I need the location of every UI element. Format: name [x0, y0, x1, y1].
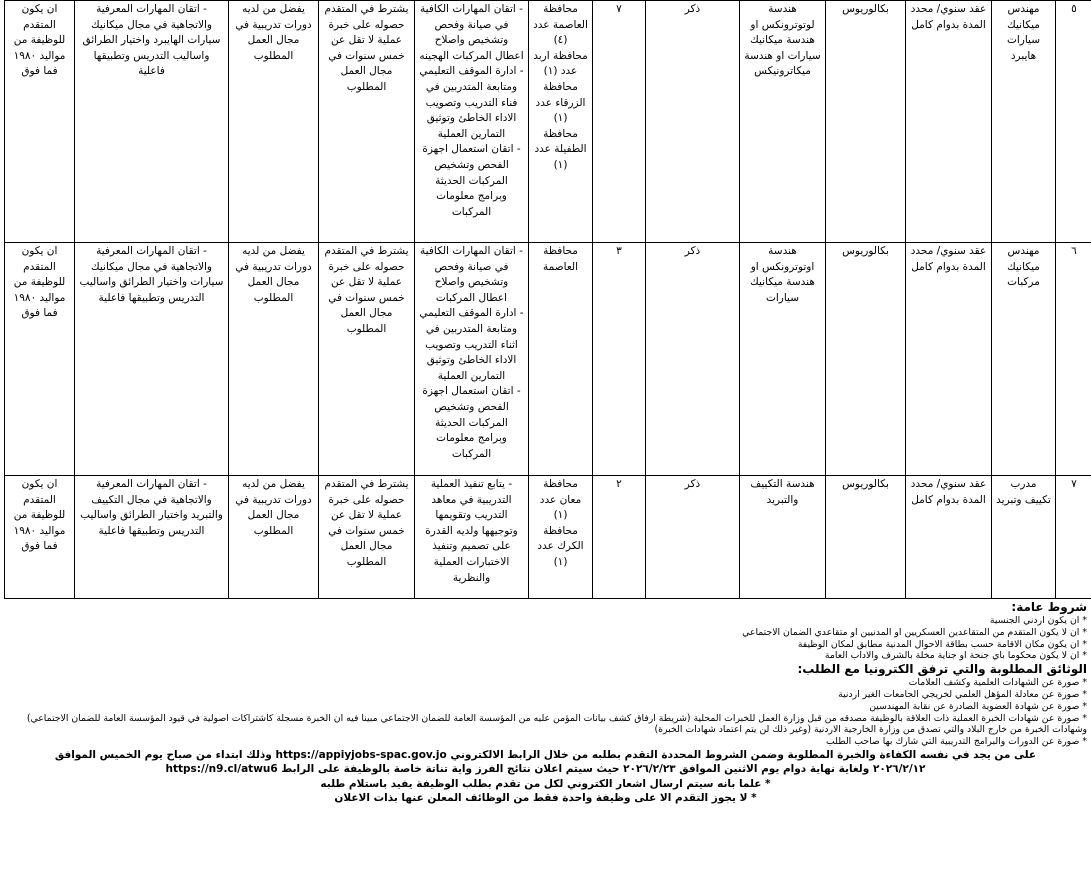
condition-item: * ان يكون مكان الاقامة حسب بطاقة الاحوال المدنية مطابق لمكان الوظيفة	[797, 638, 1087, 650]
row-number: ٥	[1056, 1, 1091, 243]
gender: ذكر	[646, 1, 740, 243]
job-title: مدرب تكييف وتبريد	[992, 476, 1056, 599]
document-item: * صورة عن الدورات والبرامج التدريبية التي شارك بها صاحب الطلب	[826, 736, 1087, 748]
document-item: * صورة عن شهادات الخبرة العملية ذات العلاقة بالوظيفة مصدقه من قبل وزارة العمل للخبرات المحلية (شريطة ارفاق كشف بيانات المؤمن عليه من المؤسسة العامة للضمان الاجتماعي مبينا فيه ان الخبرة مسجلة كاشتراكات اصولية في قيود المؤسسة العامة للضمان الاجتماعي) وشهادات الخبرة من خارج البلاد والتي تصدق من وزارة الخارجية الاردنية (وغير ذلك لن يتم اعتماد شهادات الخبرة)	[26, 712, 1087, 736]
closing-note: * علما بانه سيتم ارسال اشعار الكتروني لكل من تقدم بطلب الوظيفة يفيد باستلام طلبه	[320, 777, 771, 790]
table-row	[5, 1, 1091, 243]
condition-item: * ان لا يكون المتقدم من المتقاعدين العسكريين او المدنيين او متقاعدي الضمان الاجتماعي	[742, 626, 1087, 638]
skills: - اتقان المهارات المعرفية والاتجاهية في مجال ميكانيك سيارات واختيار الطرائق واساليب التدريس وتطبيقها فاعلية	[75, 243, 229, 476]
degree: بكالوريوس	[826, 243, 906, 476]
contract-type: عقد سنوي/ محدد المدة بدوام كامل	[906, 476, 992, 599]
degree: بكالوريوس	[826, 1, 906, 243]
experience-requirement: يشترط في المتقدم حصوله على خبرة عملية لا تقل عن خمس سنوات في مجال العمل المطلوب	[319, 1, 415, 243]
row-number: ٦	[1056, 243, 1091, 476]
general-conditions-heading: شروط عامة:	[1011, 600, 1087, 614]
job-title: مهندس ميكانيك سيارات هايبرد	[992, 1, 1056, 243]
training-courses: يفضل من لديه دورات تدريبية في مجال العمل المطلوب	[229, 243, 319, 476]
document-item: * صورة عن معادلة المؤهل العلمي لخريجي الجامعات الغير اردنية	[838, 688, 1087, 700]
job-title: مهندس ميكانيك مركبات	[992, 243, 1056, 476]
skills: - اتقان المهارات المعرفية والاتجاهية في مجال ميكانيك سيارات الهايبرد واختيار الطرائق واساليب التدريس وتطبيقها فاعلية	[75, 1, 229, 243]
vacancy-count: ٢	[593, 476, 646, 599]
age-requirement: ان يكون المتقدم للوظيفة من مواليد ١٩٨٠ فما فوق	[5, 476, 75, 599]
age-requirement: ان يكون المتقدم للوظيفة من مواليد ١٩٨٠ فما فوق	[5, 1, 75, 243]
vacancy-count: ٧	[593, 1, 646, 243]
document-item: * صورة عن الشهادات العلمية وكشف العلامات	[908, 677, 1087, 689]
specialization: هندسة لوتوترونكس او هندسة ميكانيك سيارات او هندسة ميكاترونيكس	[740, 1, 826, 243]
gender: ذكر	[646, 476, 740, 599]
row-number: ٧	[1056, 476, 1091, 599]
closing-line: ٢٠٢٦/٢/١٢ ولغاية نهاية دوام يوم الاثنين الموافق ٢٠٢٦/٢/٢٣ حيث سيتم اعلان نتائج الفرز واية تناتة خاصة بالوظيفة على الرابط https://n9.cl/atwu6	[165, 763, 926, 776]
gender: ذكر	[646, 243, 740, 476]
contract-type: عقد سنوي/ محدد المدة بدوام كامل	[906, 243, 992, 476]
age-requirement: ان يكون المتقدم للوظيفة من مواليد ١٩٨٠ فما فوق	[5, 243, 75, 476]
documents-heading: الوثائق المطلوبة والتي ترفق الكترونيا مع الطلب:	[797, 662, 1087, 677]
table-row	[5, 476, 1091, 599]
closing-note: * لا يجوز التقدم الا على وظيفة واحدة فقط من الوظائف المعلن عنها بذات الاعلان	[334, 792, 757, 805]
specialization: هندسة التكييف والتبريد	[740, 476, 826, 599]
contract-type: عقد سنوي/ محدد المدة بدوام كامل	[906, 1, 992, 243]
location: محافظة العاصمة عدد (٤) محافظة اربد عدد (١) محافظة الزرقاء عدد (١) محافظة الطفيلة عدد (١)	[529, 1, 593, 243]
job-tasks: - اتقان المهارات الكافية في صيانة وفحص وتشخيص واصلاح اعطال المركبات الهجينه - ادارة الموقف التعليمي ومتابعة المتدربين في فناء التدريب وتصويب الاداء الخاطئ وتوثيق التمارين العملية - اتقان استعمال اجهزة الفحص وتشخيص المركبات الحديثة وبرامج معلومات المركبات	[415, 1, 529, 243]
condition-item: * ان يكون اردني الجنسية	[989, 615, 1087, 626]
jobs-table	[4, 0, 1091, 599]
location: محافظة العاصمة	[529, 243, 593, 476]
skills: - اتقان المهارات المعرفية والاتجاهية في مجال التكييف والتبريد واختيار الطرائق واساليب التدريس وتطبيقها فاعلية	[75, 476, 229, 599]
conditions-section	[0, 600, 1091, 882]
table-row	[5, 243, 1091, 476]
vacancy-count: ٣	[593, 243, 646, 476]
training-courses: يفضل من لديه دورات تدريبية في مجال العمل المطلوب	[229, 476, 319, 599]
experience-requirement: يشترط في المتقدم حصوله على خبرة عملية لا تقل عن خمس سنوات في مجال العمل المطلوب	[319, 476, 415, 599]
condition-item: * ان لا يكون محكوما باي جنحة او جناية مخلة بالشرف والاداب العامة	[824, 650, 1087, 662]
closing-line: على من يجد في نفسه الكفاءة والخبرة المطلوبة وضمن الشروط المحددة التقدم بطلبه من خلال الرابط الالكتروني https://appiyjobs-spac.gov.jo وذلك ابتداء من صباح يوم الخميس الموافق	[54, 748, 1037, 761]
specialization: هندسة اوتوترونكس او هندسة ميكانيك سيارات	[740, 243, 826, 476]
document-item: * صورة عن شهادة العضوية الصادرة عن نقابة المهندسين	[869, 700, 1087, 712]
job-tasks: - يتابع تنفيذ العملية التدريبية في معاهد التدريب وتقويمها وتوجيهها ولديه القدرة على تصميم وتنفيذ الاختبارات العملية والنظرية	[415, 476, 529, 599]
degree: بكالوريوس	[826, 476, 906, 599]
training-courses: يفضل من لديه دورات تدريبية في مجال العمل المطلوب	[229, 1, 319, 243]
job-tasks: - اتقان المهارات الكافية في صيانة وفحص وتشخيص واصلاح اعطال المركبات - ادارة الموقف التعليمي ومتابعة المتدربين في اثناء التدريب وتصويب الاداء الخاطئ وتوثيق التمارين العملية - اتقان استعمال اجهزة الفحص وتشخيص المركبات الحديثة وبرامج معلومات المركبات	[415, 243, 529, 476]
experience-requirement: يشترط في المتقدم حصوله على خبرة عملية لا تقل عن خمس سنوات في مجال العمل المطلوب	[319, 243, 415, 476]
location: محافظة معان عدد (١) محافظة الكرك عدد (١)	[529, 476, 593, 599]
